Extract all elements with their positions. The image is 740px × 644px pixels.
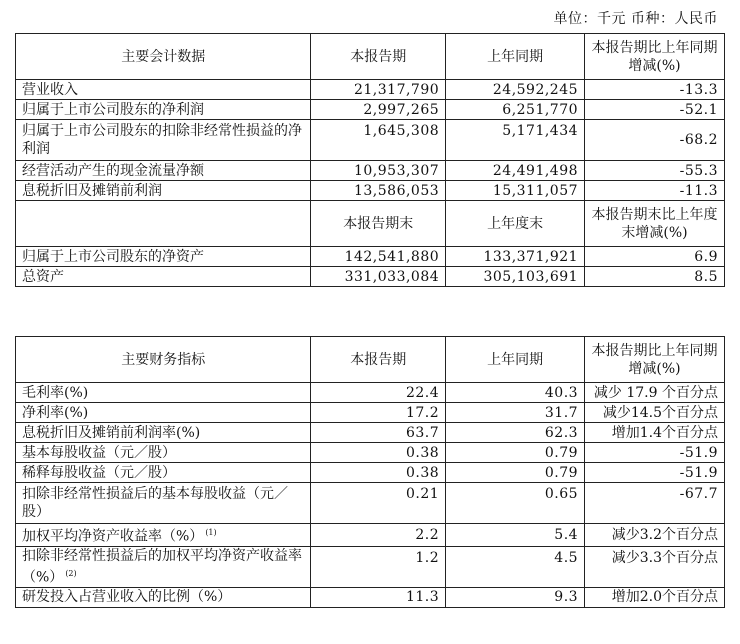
row-label: 净利率(%) bbox=[16, 403, 311, 423]
row-label: 研发投入占营业收入的比例（%） bbox=[16, 587, 311, 607]
column-header: 本报告期 bbox=[311, 337, 446, 383]
change-value: -51.9 bbox=[585, 463, 725, 483]
prior-value: 4.5 bbox=[446, 546, 585, 587]
current-value: 0.21 bbox=[311, 483, 446, 524]
current-value: 2.2 bbox=[311, 524, 446, 547]
row-label: 毛利率(%) bbox=[16, 383, 311, 403]
table-row bbox=[16, 524, 725, 547]
prior-value: 62.3 bbox=[446, 423, 585, 443]
current-value: 0.38 bbox=[311, 443, 446, 463]
change-value: 减少3.3个百分点 bbox=[585, 546, 725, 587]
table-row bbox=[16, 161, 725, 181]
current-value: 1.2 bbox=[311, 546, 446, 587]
prior-value: 24,592,245 bbox=[446, 80, 585, 100]
current-value: 142,541,880 bbox=[311, 247, 446, 267]
table-header-row bbox=[16, 337, 725, 383]
change-value: -52.1 bbox=[585, 100, 725, 120]
row-label: 营业收入 bbox=[16, 80, 311, 100]
prior-value: 5,171,434 bbox=[446, 120, 585, 161]
row-label: 扣除非经常性损益后的加权平均净资产收益率（%） bbox=[22, 547, 302, 586]
column-header: 主要会计数据 bbox=[16, 34, 311, 80]
table-row bbox=[16, 443, 725, 463]
row-label-with-note bbox=[16, 524, 311, 547]
prior-value: 0.65 bbox=[446, 483, 585, 524]
change-value: 增加2.0个百分点 bbox=[585, 587, 725, 607]
current-value: 11.3 bbox=[311, 587, 446, 607]
row-label: 基本每股收益（元／股） bbox=[16, 443, 311, 463]
column-header: 本报告期末比上年度末增减(%) bbox=[585, 201, 725, 247]
key-financial-indicators-table bbox=[15, 336, 725, 608]
change-value: -67.7 bbox=[585, 483, 725, 524]
table-row bbox=[16, 80, 725, 100]
current-value: 13,586,053 bbox=[311, 181, 446, 201]
row-label: 归属于上市公司股东的净利润 bbox=[16, 100, 311, 120]
current-value: 22.4 bbox=[311, 383, 446, 403]
prior-value: 15,311,057 bbox=[446, 181, 585, 201]
table-row bbox=[16, 383, 725, 403]
row-label: 息税折旧及摊销前利润率(%) bbox=[16, 423, 311, 443]
column-header: 上年同期 bbox=[446, 337, 585, 383]
footnote-marker: (1) bbox=[205, 528, 217, 537]
change-value: 8.5 bbox=[585, 267, 725, 287]
change-value: -11.3 bbox=[585, 181, 725, 201]
current-value: 331,033,084 bbox=[311, 267, 446, 287]
prior-value: 9.3 bbox=[446, 587, 585, 607]
current-value: 0.38 bbox=[311, 463, 446, 483]
current-value: 17.2 bbox=[311, 403, 446, 423]
table-subheader-row bbox=[16, 201, 725, 247]
column-header: 本报告期末 bbox=[311, 201, 446, 247]
table-header-row bbox=[16, 34, 725, 80]
column-header: 本报告期比上年同期增减(%) bbox=[585, 34, 725, 80]
table-row bbox=[16, 546, 725, 587]
row-label: 归属于上市公司股东的扣除非经常性损益的净利润 bbox=[16, 120, 311, 161]
table-row bbox=[16, 463, 725, 483]
table-row bbox=[16, 120, 725, 161]
row-label: 加权平均净资产收益率（%） bbox=[22, 528, 204, 545]
change-value: -68.2 bbox=[585, 120, 725, 161]
change-value: 减少 17.9 个百分点 bbox=[585, 383, 725, 403]
key-accounting-data-table bbox=[15, 33, 725, 287]
column-header: 上年同期 bbox=[446, 34, 585, 80]
table-row bbox=[16, 247, 725, 267]
prior-value: 133,371,921 bbox=[446, 247, 585, 267]
change-value: 6.9 bbox=[585, 247, 725, 267]
change-value: -51.9 bbox=[585, 443, 725, 463]
current-value: 2,997,265 bbox=[311, 100, 446, 120]
row-label: 归属于上市公司股东的净资产 bbox=[16, 247, 311, 267]
column-header: 本报告期 bbox=[311, 34, 446, 80]
current-value: 1,645,308 bbox=[311, 120, 446, 161]
table-row bbox=[16, 267, 725, 287]
unit-currency-line: 单位：千元 币种：人民币 bbox=[553, 11, 718, 27]
prior-value: 6,251,770 bbox=[446, 100, 585, 120]
change-value: -55.3 bbox=[585, 161, 725, 181]
prior-value: 24,491,498 bbox=[446, 161, 585, 181]
prior-value: 5.4 bbox=[446, 524, 585, 547]
row-label: 总资产 bbox=[16, 267, 311, 287]
prior-value: 0.79 bbox=[446, 463, 585, 483]
row-label: 经营活动产生的现金流量净额 bbox=[16, 161, 311, 181]
prior-value: 305,103,691 bbox=[446, 267, 585, 287]
prior-value: 40.3 bbox=[446, 383, 585, 403]
change-value: 增加1.4个百分点 bbox=[585, 423, 725, 443]
row-label-with-note bbox=[16, 546, 311, 587]
change-value: -13.3 bbox=[585, 80, 725, 100]
prior-value: 31.7 bbox=[446, 403, 585, 423]
table-row bbox=[16, 587, 725, 607]
row-label: 扣除非经常性损益后的基本每股收益（元／股） bbox=[16, 483, 311, 524]
footnote-marker: (2) bbox=[65, 568, 77, 578]
current-value: 63.7 bbox=[311, 423, 446, 443]
row-label: 稀释每股收益（元／股） bbox=[16, 463, 311, 483]
row-label: 息税折旧及摊销前利润 bbox=[16, 181, 311, 201]
change-value: 减少3.2个百分点 bbox=[585, 524, 725, 547]
table-row bbox=[16, 403, 725, 423]
table-row bbox=[16, 483, 725, 524]
empty-cell bbox=[16, 201, 311, 247]
table-row bbox=[16, 100, 725, 120]
column-header: 本报告期比上年同期增减(%) bbox=[585, 337, 725, 383]
prior-value: 0.79 bbox=[446, 443, 585, 463]
table-row bbox=[16, 181, 725, 201]
current-value: 21,317,790 bbox=[311, 80, 446, 100]
change-value: 减少14.5个百分点 bbox=[585, 403, 725, 423]
current-value: 10,953,307 bbox=[311, 161, 446, 181]
table-row bbox=[16, 423, 725, 443]
column-header: 主要财务指标 bbox=[16, 337, 311, 383]
column-header: 上年度末 bbox=[446, 201, 585, 247]
